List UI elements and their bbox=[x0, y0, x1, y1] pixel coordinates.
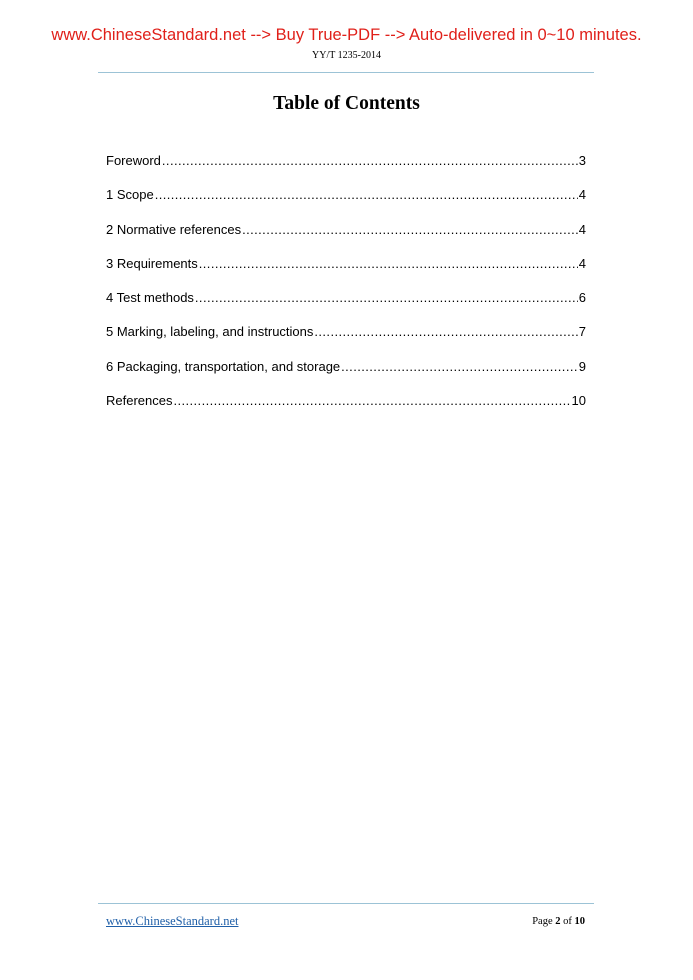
toc-entry-page: 10 bbox=[571, 393, 586, 409]
toc-entry-label: 4 Test methods bbox=[106, 290, 194, 306]
toc-entry-requirements[interactable] bbox=[106, 256, 586, 290]
toc-entry-label: 6 Packaging, transportation, and storage bbox=[106, 358, 341, 374]
page-current: 2 bbox=[555, 916, 561, 927]
toc-entry-page: 4 bbox=[578, 221, 586, 237]
page-prefix: Page bbox=[532, 916, 553, 927]
toc-leader-dots bbox=[195, 290, 578, 305]
standard-code: YY/T 1235-2014 bbox=[312, 50, 381, 61]
promo-banner: www.ChineseStandard.net --> Buy True-PDF --> Auto-delivered in 0~10 minutes. bbox=[51, 26, 642, 44]
toc-entry-label: Foreword bbox=[106, 153, 161, 168]
footer-divider bbox=[98, 903, 594, 904]
toc-leader-dots bbox=[242, 222, 578, 237]
toc-entry-page: 6 bbox=[578, 290, 586, 306]
toc-entry-marking-labeling[interactable] bbox=[106, 324, 586, 358]
toc-entry-page: 3 bbox=[578, 153, 586, 168]
toc-entry-test-methods[interactable] bbox=[106, 290, 586, 324]
page-total: 10 bbox=[574, 916, 585, 927]
toc-entry-label: References bbox=[106, 393, 173, 409]
footer-website-link[interactable]: www.ChineseStandard.net bbox=[106, 914, 239, 928]
page-of: of bbox=[563, 916, 572, 927]
toc-entry-scope[interactable] bbox=[106, 187, 586, 221]
toc-leader-dots bbox=[155, 187, 578, 202]
toc-entry-label: 3 Requirements bbox=[106, 255, 198, 271]
toc-leader-dots bbox=[162, 153, 578, 168]
toc-entry-normative-references[interactable] bbox=[106, 222, 586, 256]
header-divider bbox=[98, 72, 594, 73]
toc-entry-label: 2 Normative references bbox=[106, 221, 242, 237]
page-number bbox=[532, 916, 585, 927]
toc-title: Table of Contents bbox=[273, 93, 420, 114]
toc-entry-page: 7 bbox=[578, 324, 586, 340]
toc-leader-dots bbox=[341, 359, 578, 374]
toc-entry-references[interactable] bbox=[106, 393, 586, 427]
toc-leader-dots bbox=[199, 256, 578, 271]
toc-list bbox=[106, 153, 586, 427]
toc-entry-page: 4 bbox=[578, 255, 586, 271]
toc-entry-packaging[interactable] bbox=[106, 359, 586, 393]
toc-leader-dots bbox=[314, 324, 577, 339]
toc-entry-page: 4 bbox=[578, 187, 586, 203]
toc-entry-label: 1 Scope bbox=[106, 187, 154, 203]
toc-entry-foreword[interactable] bbox=[106, 153, 586, 187]
toc-entry-page: 9 bbox=[578, 358, 586, 374]
toc-leader-dots bbox=[173, 393, 570, 408]
toc-entry-label: 5 Marking, labeling, and instructions bbox=[106, 324, 314, 340]
